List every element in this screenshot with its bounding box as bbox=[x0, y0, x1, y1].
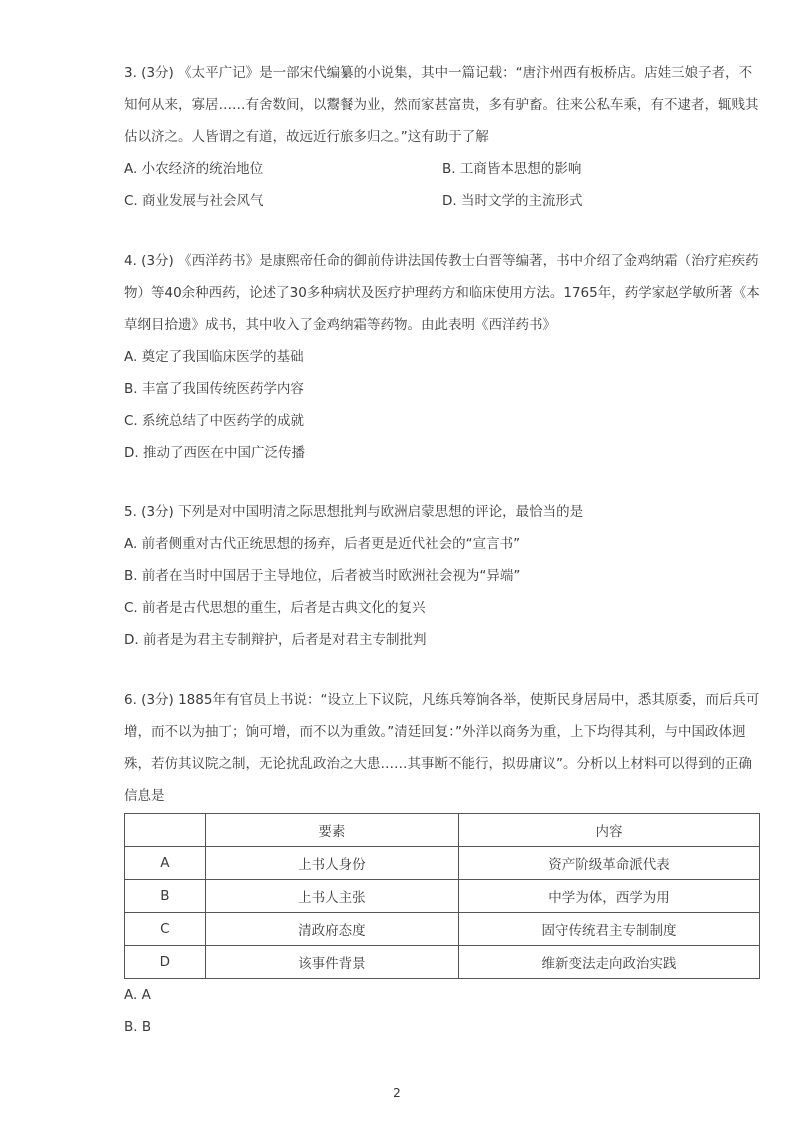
table-header-row bbox=[125, 814, 760, 847]
option-d[interactable]: D. 当时文学的主流形式 bbox=[442, 193, 583, 209]
question-stem: 6. (3分) 1885年有官员上书说：“设立上下议院，凡练兵筹饷各举，使斯民身居局中，悉其原委，而后兵可增，而不以为抽丁；饷可增，而不以为重敛。”清廷回复：”外洋以商务为重，上下均得其利，与中国政体迥殊，若仿其议院之制，无论扰乱政治之大患……其事断不能行，拟毋庸议”。分析以上材料可以得到的正确信息是 bbox=[124, 692, 760, 804]
table-cell: A bbox=[125, 847, 206, 880]
question-3 bbox=[124, 57, 764, 217]
table-row bbox=[125, 847, 760, 880]
table-cell: C bbox=[125, 913, 206, 946]
table-header bbox=[125, 814, 206, 847]
table-header: 内容 bbox=[458, 814, 759, 847]
table-cell: 维新变法走向政治实践 bbox=[458, 946, 759, 979]
question-5 bbox=[124, 496, 764, 656]
question-stem: 5. (3分) 下列是对中国明清之际思想批判与欧洲启蒙思想的评论，最恰当的是 bbox=[124, 504, 584, 520]
table-cell: 清政府态度 bbox=[205, 913, 458, 946]
option-a[interactable]: A. 前者侧重对古代正统思想的扬弃，后者更是近代社会的“宣言书” bbox=[124, 536, 521, 552]
option-a[interactable]: A. 奠定了我国临床医学的基础 bbox=[124, 349, 304, 365]
question-4 bbox=[124, 245, 764, 469]
question-stem: 3. (3分) 《太平广记》是一部宋代编纂的小说集，其中一篇记载：“唐汴州西有板桥店。店娃三娘子者，不知何从来，寡居……有舍数间，以鬻餐为业，然而家甚富贵，多有驴畜。往来公私车乘，有不逮者，辄贱其估以济之。人皆谓之有道，故远近行旅多归之。”这有助于了解 bbox=[124, 65, 759, 145]
table-cell: 资产阶级革命派代表 bbox=[458, 847, 759, 880]
option-b[interactable]: B. B bbox=[124, 1019, 152, 1035]
option-a[interactable]: A. 小农经济的统治地位 bbox=[124, 161, 264, 177]
option-a[interactable]: A. A bbox=[124, 987, 151, 1003]
option-c[interactable]: C. 系统总结了中医药学的成就 bbox=[124, 413, 305, 429]
table-cell: 上书人主张 bbox=[205, 880, 458, 913]
option-row bbox=[124, 185, 764, 217]
table-cell: 中学为体，西学为用 bbox=[458, 880, 759, 913]
option-c[interactable]: C. 商业发展与社会风气 bbox=[124, 193, 264, 209]
table-row bbox=[125, 880, 760, 913]
option-b[interactable]: B. 工商皆本思想的影响 bbox=[442, 161, 582, 177]
answer-table bbox=[124, 813, 760, 979]
table-header: 要素 bbox=[205, 814, 458, 847]
option-b[interactable]: B. 丰富了我国传统医药学内容 bbox=[124, 381, 304, 397]
table-cell: D bbox=[125, 946, 206, 979]
table-row bbox=[125, 913, 760, 946]
page-number: 2 bbox=[393, 1086, 401, 1100]
option-d[interactable]: D. 推动了西医在中国广泛传播 bbox=[124, 445, 305, 461]
table-cell: 上书人身份 bbox=[205, 847, 458, 880]
option-b[interactable]: B. 前者在当时中国居于主导地位，后者被当时欧洲社会视为“异端” bbox=[124, 568, 521, 584]
option-d[interactable]: D. 前者是为君主专制辩护，后者是对君主专制批判 bbox=[124, 632, 427, 648]
question-6 bbox=[124, 684, 764, 1043]
option-row bbox=[124, 153, 764, 185]
question-stem: 4. (3分) 《西洋药书》是康熙帝任命的御前侍讲法国传教士白晋等编著，书中介绍了金鸡纳霜（治疗疟疾药物）等40余种西药，论述了30多种病状及医疗护理药方和临床使用方法。1765年，药学家赵学敏所著《本草纲目拾遗》成书，其中收入了金鸡纳霜等药物。由此表明《西洋药书》 bbox=[124, 253, 760, 333]
table-cell: 固守传统君主专制制度 bbox=[458, 913, 759, 946]
table-cell: 该事件背景 bbox=[205, 946, 458, 979]
table-row bbox=[125, 946, 760, 979]
option-c[interactable]: C. 前者是古代思想的重生，后者是古典文化的复兴 bbox=[124, 600, 426, 616]
table-cell: B bbox=[125, 880, 206, 913]
